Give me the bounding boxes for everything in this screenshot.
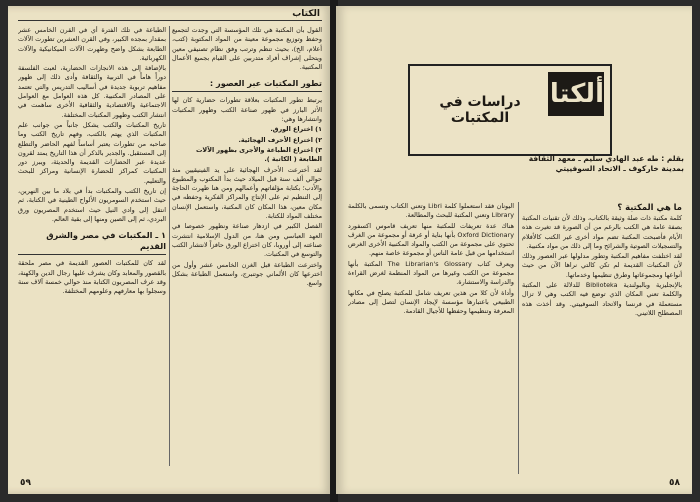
column-divider [169,26,170,466]
running-head: الكتاب [292,9,320,19]
byline-line-2: بمدينة خاركوف ـ الاتحاد السوفييتي [555,164,684,173]
paragraph: لقد أخترعت الأحرف الهجائية على يد الفينيقيين منذ حوالي ألف سنة قبل الميلاد حيث بدأ المكتوب والمطبوع والأدب؛ بكتابة مؤلفاتهم وأعمالهم ومن هنا ظهرت الحاجة إلى التنظيم ثم على الإنتاج والمراكز الفكرية وحفظه في مكان معين، هذا المكان كان المكتبة، واستعمل الإنسان مختلف المواد للكتابة. [172,165,322,221]
magazine-logo: ألكتاب [548,72,604,116]
byline [376,154,684,174]
paragraph: واخترعت الطباعة قبل الغرن الخامس عشر وأول من اخترعها كان الألماني جوتنبرج، واستعمل الطباعة بشكل واسع. [172,260,322,288]
list-item: ٢) اختراع الأحرف الهجائية. [238,135,322,144]
header-rule [18,20,322,21]
section-heading: ١ ـ المكتبات في مصر والشرق القديم [18,230,166,255]
byline-line-1: بقلم : طه عبد الهادي سليم ـ معهد الثقافة [528,154,684,163]
paragraph: الفصل الكبير في ازدهار صناعة ونظهور خصوصا في العهد العباسي ومن هنا، من الدول الإسلامية انتشرت صناعته إلى أوروبا، كان اختراع الورق حافزاً لانتشار الكتب والتوسع في المكتبات. [172,222,322,259]
paragraph: تاريخ المكتبات والكتب يشكل جانباً من جوانب علم المكتبات الذي يهتم بالكتب، وفهم تاريخ الكتب وما صاحبه من تطورات يعتبر أساساً لفهم الحاضر والتطلع إلى المستقبل. والجدير بالذكر أن هذا التاريخ يمتد لقرون عديدة عبر الحضارات القديمة والحديثة، ويبرز دور المكتبات كمراكز للحضارة الإنسانية ومراكز للبحث والتعليم. [18,120,166,185]
paragraph: يرتبط تطور المكتبات بعلاقة تطورات حضارية كان لها الأثر البارز في ظهور صناعة الكتب وظهور المكتبات وانتشارها وهي: [172,96,322,124]
paragraph: لقد كان للمكتبات العصور القديمة في مصر ملحقة بالقصور والمعابد وكان يشرف عليها رجال الدين والكهنة، وقد عرف المصريون الكتابة منذ حوالي خمسة آلاف سنة وسجلوا بها معارفهم وعلومهم المختلفة. [18,259,166,296]
paragraph: القول بأن المكتبة هي تلك المؤسسة التي وجدت لتجميع وحفظ وتوزيع مجموعة معينة من المواد المكتوبة (كتب، أعلام، الخ)، بحيث تنظم وترتب وفق نظام تصنيفي معين ويتحلى إشراف أفراد متدربين على القيام بجميع الأعمال المكتبية. [172,26,322,72]
paragraph: بالإضافة إلى هذه الانجازات الحضارية، لعبت الفلسفة دوراً هاماً في التربية والثقافة وأدى ذلك إلى ظهور مفاهيم تربوية جديدة في أساليب التدريس والتي تعتمد على المصادر المكتبية. كل هذه العوامل مع العوامل الاجتماعية والاقتصادية والثقافية الأخرى ساهمت في انتشار الكتب وظهور المكتبات المختلفة. [18,64,166,119]
page-number: ٥٩ [20,478,31,488]
section-title: دراسات في المكتبات [439,94,521,126]
section-heading: تطور المكتبات عبر العصور : [172,78,322,92]
left-page [8,6,332,494]
right-column-1 [522,202,682,474]
paragraph: هناك عدة تعريفات للمكتبة منها تعريف قاموس اكسفورد Oxford Dictionary بأنها بناية أو غرفة أو مجموعة من الغرف تحتوي على مجموعة من الكتب والمواد المكتبية الأخرى الغرض استخدامها من قبل عامة الناس أو مجموعة خاصة منهم. [348,221,514,258]
column-divider [518,202,519,474]
article-title-box [408,64,612,156]
paragraph: بالإنجليزية وبالبولندية Biblioteka للدلالة على المكتبة والكلمة تعني المكان الذي توضع فيه الكتب وهي لا تزال مستعملة في فرنسا والاتحاد السوفييتي. وقد أخذت هذه المصطلح اللاتيني. [522,281,682,317]
article-subheading: ما هي المكتبة ؟ [617,202,682,212]
paragraph: لقد اختلفت مفاهيم المكتبة وتطور مدلولها عبر العصور وذلك لأن المكتبات القديمة لم تكن كالتي نراها الآن من حيث أنواعها ومجموعاتها وطرق تنظيمها وخدماتها. [522,252,682,279]
left-column-2 [18,26,166,466]
right-page [336,6,692,494]
list-item: ٣) اختراع الطباعة والأجرى بظهور الآلات الطابعة ( الكاتبة ). [196,145,322,164]
page-number: ٥٨ [669,478,680,488]
left-column-1 [172,26,322,466]
paragraph: اليونان فقد استعملوا كلمة Libri وتعني الكتاب وتسمى بالكلمة Library وتعني المكتبة للبحث والمطالعة. [348,202,514,220]
right-column-2 [348,202,514,474]
paragraph: وأداة لأن كلا من هذين تعريف شامل للمكتبة يصلح في مكانها الطبيعي باعتبارها مؤسسة لإيجاد الإنسان لتصل إلى مصادر المعرفة وتنظيمها وحفظها للأجيال القادمة. [348,288,514,316]
paragraph: كلمة مكتبة ذات صلة وثيقة بالكتاب، وذلك لأن تقنيات المكتبة بصفة عامة هي الكتب بالرغم من أن الصورة قد تغيرت هذه الأيام فأصبحت المكتبة تضم مواد أخرى غير الكتب كالأفلام والتسجيلات الصوتية والشرائح وما إلى ذلك من مواد مكتبية. [522,214,682,250]
paragraph: الطباعة في تلك الفترة أي في القرن الخامس عشر بمقدار بمجده الكبير، وفي القرن العشرين تطورت الآلات الطابعة بشكل واضح وظهرت الآلات الميكانيكية والآلات الكهربائية. [18,26,166,62]
list-item: ١) اختراع الورق. [270,125,322,134]
paragraph: إن تاريخ الكتب والمكتبات بدأ في بلاد ما بين النهرين، حيث استخدم السومريون الألواح الطينية في الكتابة، ثم انتقل إلى وادي النيل حيث استخدم المصريون ورق البردي، ثم إلى الصين ومنها إلى بقية العالم. [18,187,166,223]
paragraph: ويعرف كتاب The Librarian's Glossary المكتبة بأنها مجموعة من الكتب وغيرها من المواد المنظمة لغرض القراءة والدراسة والاستشارة. [348,259,514,287]
